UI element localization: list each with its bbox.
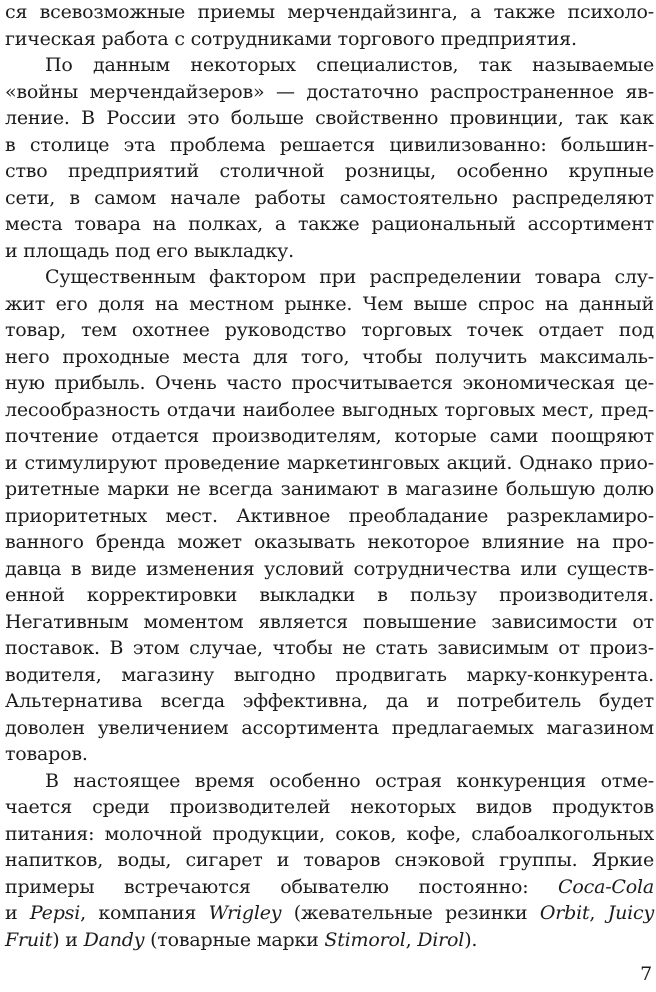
text-line: него проходные места для того, чтобы получить максималь- <box>5 345 654 368</box>
text-line <box>5 874 654 901</box>
text-segment: , <box>405 928 418 951</box>
italic-brand-name: Fruit <box>5 928 53 951</box>
text-line: лесообразность отдачи наиболее выгодных торговых мест, пред- <box>5 398 654 421</box>
text-line: Альтернатива всегда эффективна, да и потребитель будет <box>5 690 654 712</box>
paragraph <box>5 264 654 768</box>
text-line: напитков, воды, сигарет и товаров снэковой группы. Яркие <box>5 849 654 871</box>
text-line: поставок. В этом случае, чтобы не стать зависимым от произ- <box>5 637 654 659</box>
italic-brand-name: Dirol <box>417 928 465 951</box>
text-segment: и <box>5 902 30 924</box>
text-line: давца в виде изменения условий сотрудничества или существ- <box>5 557 654 580</box>
text-segment: примеры встречаются обывателю постоянно: <box>5 875 559 898</box>
text-line: ную прибыль. Очень часто просчитывается экономическая це- <box>5 372 654 394</box>
text-line: ритетные марки не всегда занимают в магазине большую долю <box>5 478 654 500</box>
text-line: товар, тем охотнее руководство торговых точек отдает под <box>5 319 654 341</box>
text-segment: , <box>589 902 608 924</box>
paragraph <box>5 0 654 52</box>
italic-brand-name: Orbit <box>539 902 590 924</box>
italic-brand-name: Stimorol <box>324 928 406 951</box>
paragraph <box>5 52 654 264</box>
text-line: ление. В России это больше свойственно провинции, так как <box>5 107 654 129</box>
text-line <box>5 900 654 927</box>
text-line: места товара на полках, а также рациональный ассортимент <box>5 213 654 235</box>
text-line: и стимулируют проведение маркетинговых акций. Однако прио- <box>5 451 654 474</box>
text-line: почтение отдается производителям, которые сами поощряют <box>5 425 654 447</box>
text-line: ство предприятий столичной розницы, особенно крупные <box>5 160 654 182</box>
book-page <box>5 0 654 992</box>
text-line: чается среди производителей некоторых видов продуктов <box>5 796 654 818</box>
text-line: водителя, магазину выгодно продвигать марку-конкурента. <box>5 663 654 686</box>
text-line: По данным некоторых специалистов, так называемые <box>45 54 654 76</box>
italic-brand-name: Pepsi <box>29 902 81 924</box>
italic-brand-name: Juicy <box>607 902 654 924</box>
text-line: В настоящее время особенно острая конкуренция отме- <box>45 769 654 792</box>
paragraph <box>5 768 654 954</box>
text-segment: (жевательные резинки <box>281 902 540 924</box>
text-line: доволен увеличением ассортимента предлагаемых магазином <box>5 716 654 739</box>
italic-brand-name: Wrigley <box>208 902 282 924</box>
text-line: сети, в самом начале работы самостоятельно распределяют <box>5 186 654 209</box>
italic-brand-name: Dandy <box>83 928 145 951</box>
text-segment: (товарные марки <box>144 928 325 951</box>
text-segment: ). <box>464 928 478 951</box>
text-line: «войны мерчендайзеров» — достаточно распространенное яв- <box>5 80 654 103</box>
text-line: енной корректировки выкладки в пользу производителя. <box>5 584 654 606</box>
page-number: 7 <box>640 963 652 985</box>
text-line: жит его доля на местном рынке. Чем выше спрос на данный <box>5 292 654 315</box>
text-segment: , компания <box>80 902 209 924</box>
text-line: ванного бренда может оказывать некоторое влияние на про- <box>5 531 654 553</box>
text-line: гическая работа с сотрудниками торгового предприятия. <box>5 27 577 50</box>
text-line: и площадь под его выкладку. <box>5 239 294 262</box>
text-line: товаров. <box>5 743 88 765</box>
text-segment: ) и <box>52 928 84 951</box>
body-text <box>5 0 654 953</box>
text-line: в столице эта проблема решается цивилизованно: большин- <box>5 133 654 156</box>
text-line: Негативным моментом является повышение зависимости от <box>5 610 654 633</box>
text-line: Существенным фактором при распределении товара слу- <box>45 266 654 288</box>
text-line: питания: молочной продукции, соков, кофе, слабоалкогольных <box>5 822 654 845</box>
text-line <box>5 927 654 954</box>
italic-brand-name: Coca-Cola <box>558 875 654 898</box>
text-line: приоритетных мест. Активное преобладание разрекламиро- <box>5 504 654 527</box>
text-line: ся всевозможные приемы мерчендайзинга, а также психоло- <box>5 1 654 23</box>
